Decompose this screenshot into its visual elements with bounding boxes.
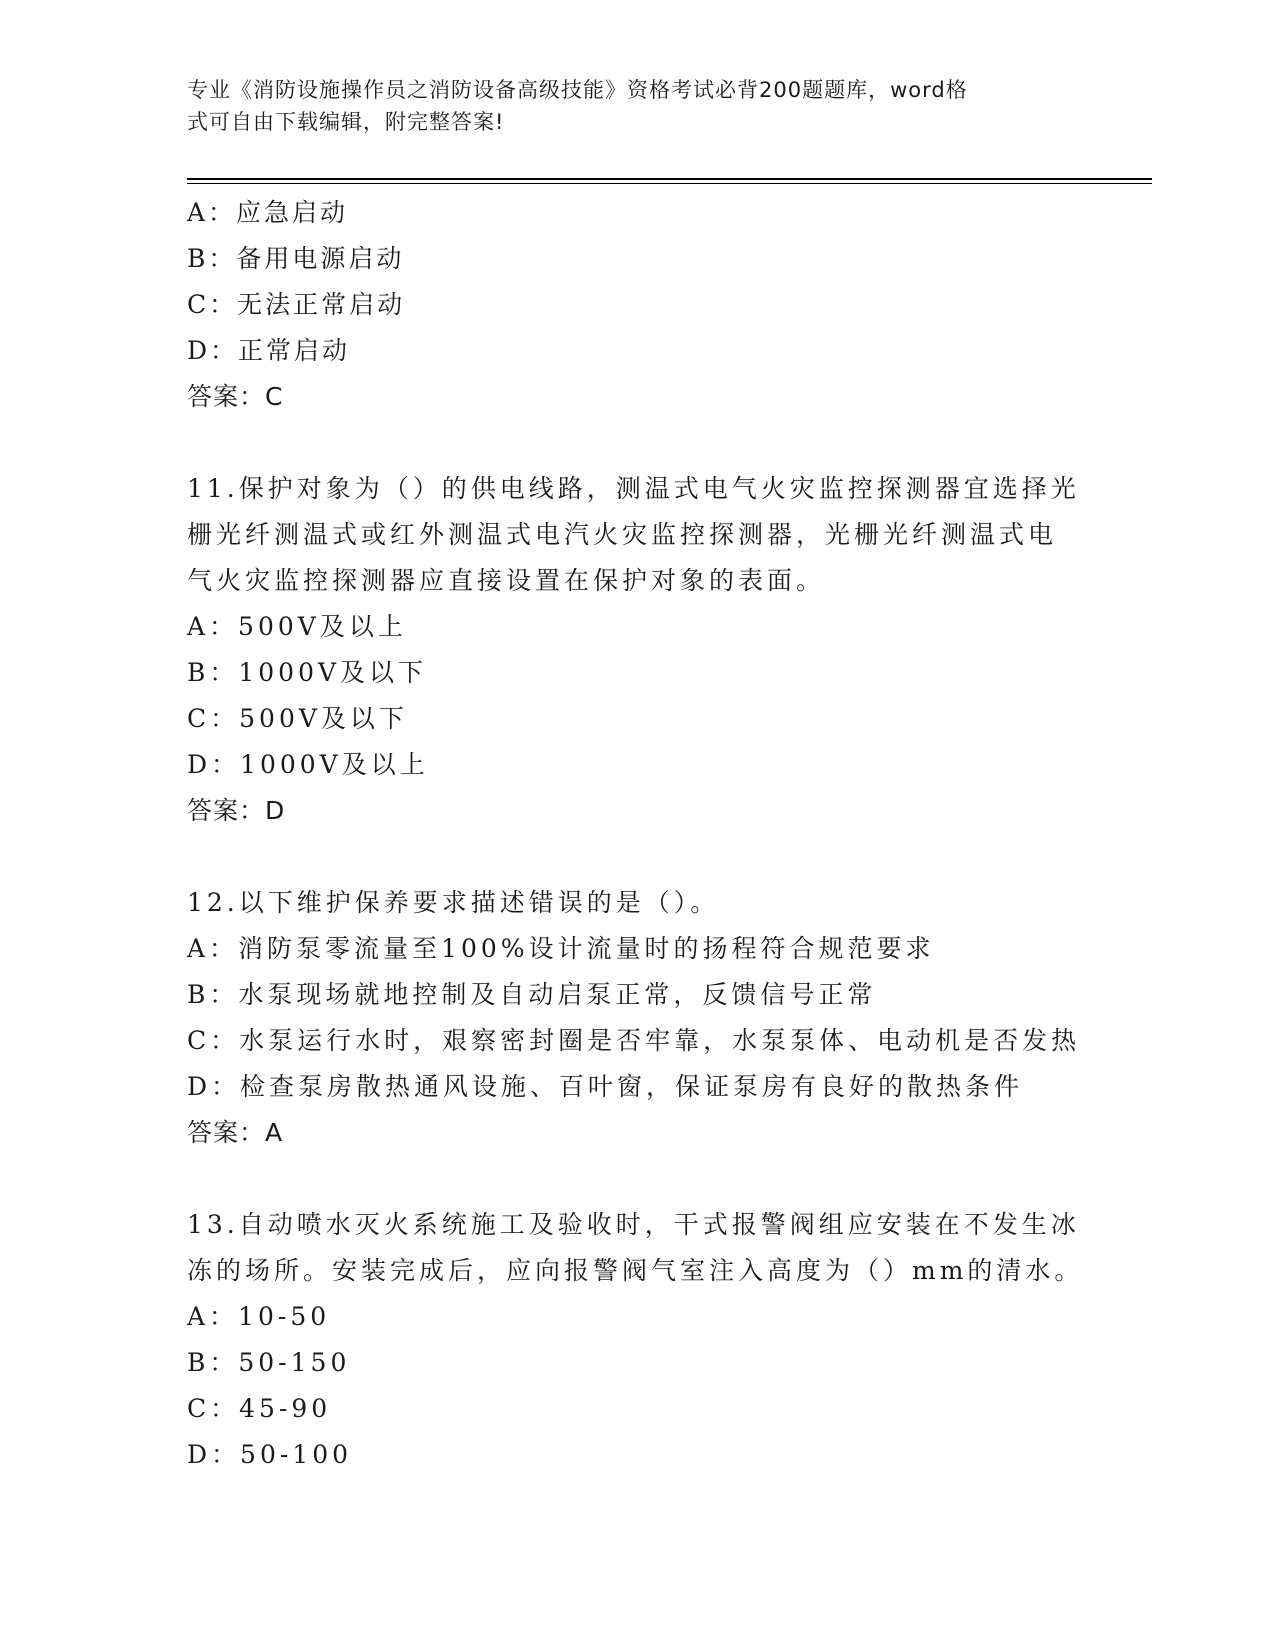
option-b: B：50-150 [187, 1348, 351, 1377]
option-b: B：1000V及以下 [187, 658, 428, 687]
header-divider-thin [187, 183, 1152, 184]
answer: 答案：D [187, 796, 286, 825]
option-d: D：正常启动 [187, 336, 351, 365]
option-c: C：45-90 [187, 1394, 332, 1423]
option-b: B：备用电源启动 [187, 244, 405, 273]
option-a: A：消防泵零流量至100%设计流量时的扬程符合规范要求 [187, 934, 935, 963]
question-13 [187, 1202, 1087, 1478]
header-line-2: 式可自由下载编辑，附完整答案! [187, 110, 505, 134]
answer: 答案：A [187, 1118, 284, 1147]
answer: 答案：C [187, 382, 284, 411]
option-c: C：500V及以下 [187, 704, 408, 733]
option-b: B：水泵现场就地控制及自动启泵正常，反馈信号正常 [187, 980, 877, 1009]
option-d: D：50-100 [187, 1440, 353, 1469]
question-10 [187, 190, 1087, 420]
option-a: A：500V及以上 [187, 612, 407, 641]
question-11 [187, 466, 1087, 834]
question-stem-line: 气火灾监控探测器应直接设置在保护对象的表面。 [187, 566, 826, 595]
option-c: C：无法正常启动 [187, 290, 406, 319]
question-stem-line: 12.以下维护保养要求描述错误的是（）。 [187, 888, 720, 917]
question-stem-line: 13.自动喷水灭火系统施工及验收时，干式报警阀组应安装在不发生冰 [187, 1210, 1080, 1239]
document-header [187, 74, 1067, 138]
question-12 [187, 880, 1087, 1156]
question-stem-line: 冻的场所。安装完成后，应向报警阀气室注入高度为（）mm的清水。 [187, 1256, 1084, 1285]
option-a: A：10-50 [187, 1302, 331, 1331]
option-d: D：检查泵房散热通风设施、百叶窗，保证泵房有良好的散热条件 [187, 1072, 1024, 1101]
question-list [187, 190, 1087, 1478]
option-a: A：应急启动 [187, 198, 349, 227]
header-divider-thick [187, 178, 1152, 180]
option-d: D：1000V及以上 [187, 750, 429, 779]
option-c: C：水泵运行水时，艰察密封圈是否牢靠，水泵泵体、电动机是否发热 [187, 1026, 1081, 1055]
question-stem-line: 栅光纤测温式或红外测温式电汽火灾监控探测器，光栅光纤测温式电 [187, 520, 1058, 549]
header-line-1: 专业《消防设施操作员之消防设备高级技能》资格考试必背200题题库，word格 [187, 78, 968, 102]
question-stem-line: 11.保护对象为（）的供电线路，测温式电气火灾监控探测器宜选择光 [187, 474, 1080, 503]
